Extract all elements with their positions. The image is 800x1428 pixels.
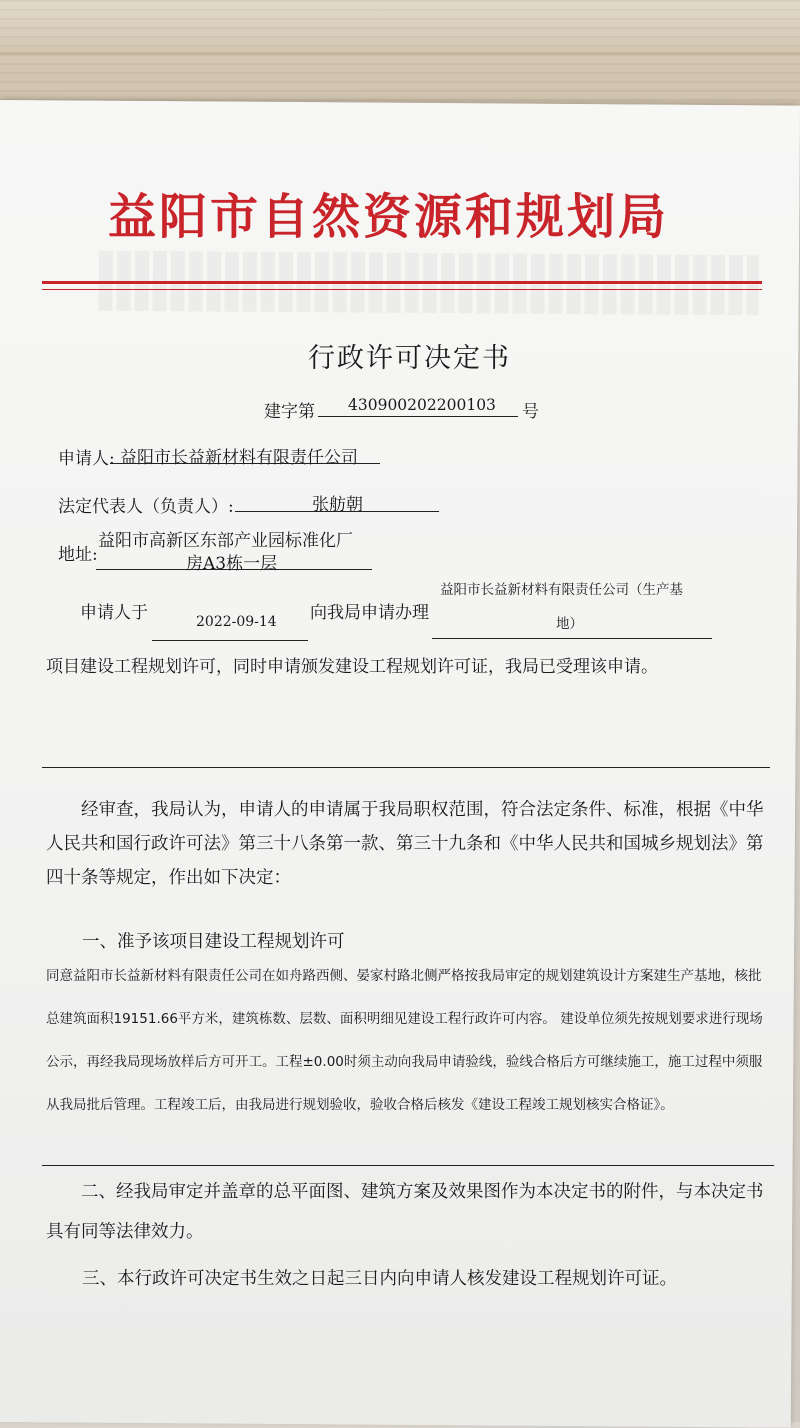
applicant-value: 益阳市长益新材料有限责任公司 (120, 448, 358, 468)
application-prefix: 申请人于 (80, 603, 148, 623)
application-date-underline (152, 640, 308, 641)
wooden-background (0, 0, 800, 110)
decision2-paragraph: 二、经我局审定并盖章的总平面图、建筑方案及效果图作为本决定书的附件，与本决定书具有同等法律效力。 (46, 1182, 764, 1242)
agency-header: 益阳市自然资源和规划局 (108, 189, 670, 245)
decision1-heading: 一、准予该项目建设工程规划许可 (82, 932, 345, 952)
application-middle: 向我局申请办理 (310, 603, 429, 623)
document-title: 行政许可决定书 (308, 343, 511, 374)
doc-number-prefix: 建字第 (264, 402, 315, 422)
project-name-line1: 益阳市长益新材料有限责任公司（生产基 (440, 582, 683, 598)
decision3-paragraph: 三、本行政许可决定书生效之日起三日内向申请人核发建设工程规划许可证。 (82, 1269, 677, 1289)
review-paragraph: 经审查，我局认为，申请人的申请属于我局职权范围，符合法定条件、标准，根据《中华人民共和国行政许可法》第三十八条第一款、第三十九条和《中华人民共和国城乡规划法》第四十条等规定，作出如下决定： (46, 800, 764, 888)
address-line2: 房A3栋一层 (186, 554, 278, 574)
project-name-line2: 地） (556, 616, 583, 632)
doc-number-value: 430900202200103 (348, 396, 496, 414)
project-name-underline (432, 638, 712, 639)
header-rule-thick (42, 281, 762, 284)
address-underline (96, 569, 372, 570)
applicant-underline (110, 463, 380, 464)
doc-number-underline (318, 416, 518, 417)
decision1-body: 同意益阳市长益新材料有限责任公司在如舟路西侧、晏家村路北侧严格按我局审定的规划建筑设计方案建生产基地，核批总建筑面积19151.66平方米，建筑栋数、层数、面积明细见建设工程行政许可内容。 建设单位须先按规划要求进行现场公示，再经我局现场放样后方可开工。工程±0.00时须主动向我局申请验线，验线合格后方可继续施工，施工过程中须服从我局批后管理。工程竣工后，由我局进行规划验收，验收合格后核发《建设工程竣工规划核实合格证》。 (46, 968, 763, 1113)
decision1-underline (42, 1165, 774, 1166)
wood-seam (0, 52, 800, 55)
legal-rep-underline (235, 511, 439, 512)
legal-rep-value: 张舫朝 (312, 495, 363, 515)
header-rule-thin (42, 289, 762, 290)
legal-rep-label: 法定代表人（负责人）: (58, 497, 234, 517)
application-date: 2022-09-14 (196, 614, 277, 630)
applicant-label: 申请人: (58, 449, 115, 469)
blank-line-divider (42, 767, 770, 768)
address-line1: 益阳市高新区东部产业园标准化厂 (98, 531, 353, 551)
doc-number-suffix: 号 (522, 402, 539, 422)
application-continuation: 项目建设工程规划许可，同时申请颁发建设工程规划许可证，我局已受理该申请。 (46, 657, 658, 677)
address-label: 地址: (58, 545, 98, 565)
